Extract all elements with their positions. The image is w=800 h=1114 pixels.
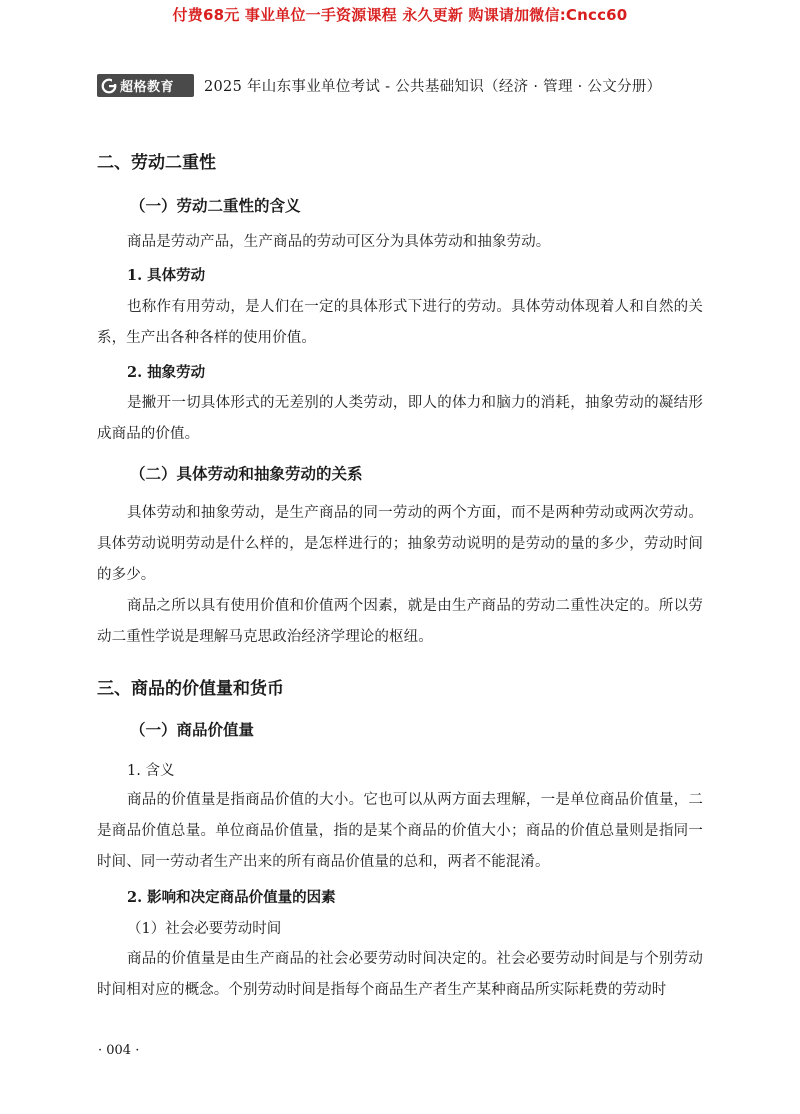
header-title: 2025 年山东事业单位考试 - 公共基础知识（经济 · 管理 · 公文分册） bbox=[204, 79, 662, 95]
page-header bbox=[97, 74, 661, 97]
item-heading-factors: 2. 影响和决定商品价值量的因素 bbox=[127, 889, 336, 906]
item-heading-social-labor-time: （1）社会必要劳动时间 bbox=[127, 921, 282, 937]
paragraph: 商品的价值量是由生产商品的社会必要劳动时间决定的。社会必要劳动时间是与个别劳动时间相对应的概念。个别劳动时间是指每个商品生产者生产某种商品所实际耗费的劳动时 bbox=[97, 951, 703, 998]
paragraph: 商品之所以具有使用价值和价值两个因素，就是由生产商品的劳动二重性决定的。所以劳动二重性学说是理解马克思政治经济学理论的枢纽。 bbox=[97, 598, 703, 645]
watermark-banner: 付费68元 事业单位一手资源课程 永久更新 购课请加微信:Cncc60 bbox=[172, 6, 628, 24]
paragraph: 也称作有用劳动，是人们在一定的具体形式下进行的劳动。具体劳动体现着人和自然的关系，生产出各种各样的使用价值。 bbox=[97, 299, 703, 346]
subsection-heading-2-1: （一）劳动二重性的含义 bbox=[130, 196, 301, 215]
paragraph: 商品的价值量是指商品价值的大小。它也可以从两方面去理解，一是单位商品价值量，二是商品价值总量。单位商品价值量，指的是某个商品的价值大小；商品的价值总量则是指同一时间、同一劳动者生产出来的所有商品价值量的总和，两者不能混淆。 bbox=[97, 792, 703, 870]
subsection-heading-2-2: （二）具体劳动和抽象劳动的关系 bbox=[130, 464, 363, 483]
section-heading-3: 三、商品的价值量和货币 bbox=[97, 679, 284, 699]
paragraph: 是撇开一切具体形式的无差别的人类劳动，即人的体力和脑力的消耗，抽象劳动的凝结形成商品的价值。 bbox=[97, 395, 703, 442]
section-heading-2: 二、劳动二重性 bbox=[97, 153, 216, 173]
item-heading-concrete-labor: 1. 具体劳动 bbox=[127, 267, 206, 284]
subsection-heading-3-1: （一）商品价值量 bbox=[130, 720, 255, 739]
item-heading-meaning: 1. 含义 bbox=[127, 763, 175, 779]
logo-text: 超格教育 bbox=[120, 80, 175, 95]
page-number: · 004 · bbox=[98, 1043, 140, 1058]
paragraph: 商品是劳动产品，生产商品的劳动可区分为具体劳动和抽象劳动。 bbox=[127, 234, 551, 250]
logo-g-icon bbox=[101, 78, 117, 94]
brand-logo bbox=[97, 74, 194, 97]
paragraph: 具体劳动和抽象劳动，是生产商品的同一劳动的两个方面，而不是两种劳动或两次劳动。具体劳动说明劳动是什么样的，是怎样进行的；抽象劳动说明的是劳动的量的多少，劳动时间的多少。 bbox=[97, 505, 703, 583]
item-heading-abstract-labor: 2. 抽象劳动 bbox=[127, 364, 206, 381]
